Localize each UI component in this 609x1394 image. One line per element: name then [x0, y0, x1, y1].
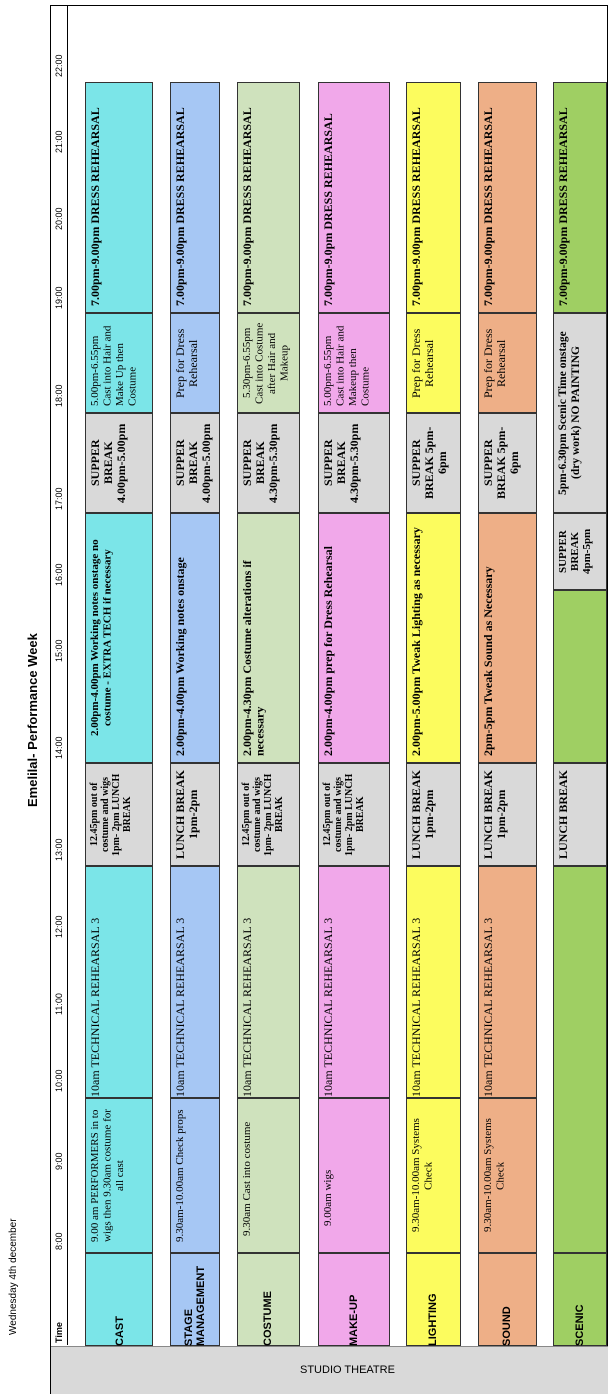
scenic-cell: SUPPER BREAK 4pm-5pm	[553, 513, 607, 590]
cast-cell: 5.00pm-6.55pm Cast into Hair and Make Up then Costume	[85, 313, 153, 413]
costume-cell: 9.30am Cast into costume	[237, 1098, 300, 1253]
sound-cell: LUNCH BREAK 1pm-2pm	[478, 763, 537, 866]
time-tick: 17:00	[54, 487, 64, 510]
sound-cell: 9.30am-10.00am Systems Check	[478, 1098, 537, 1253]
costume-cell: 5.30pm-6.55pm Cast into Costume after Hair and Makeup	[237, 313, 300, 413]
time-tick: 11:00	[54, 993, 64, 1015]
makeup-label: MAKE-UP	[348, 1294, 360, 1346]
lighting-cell: LUNCH BREAK 1pm-2pm	[406, 763, 461, 866]
makeup-cell: 5.00pm-6.55pm Cast into Hair and Makeup then Costume	[318, 313, 390, 413]
time-tick: 10:00	[54, 1069, 64, 1092]
makeup-cell: 2.00pm-4.00pm prep for Dress Rehearsal	[318, 513, 390, 763]
lighting-cell: SUPPER BREAK 5pm-6pm	[406, 413, 461, 513]
sound-label: SOUND	[501, 1306, 513, 1346]
makeup-label-cell	[318, 1253, 390, 1346]
makeup-cell: 12.45pm out of costume and wigs 1pm- 2pm LUNCH BREAK	[318, 763, 390, 866]
date-label: Wednesday 4th december	[8, 1218, 19, 1335]
page-title: Emelilal- Performance Week	[25, 633, 40, 807]
time-header: Time	[54, 1322, 64, 1344]
time-tick: 18:00	[54, 384, 64, 407]
sm-cell: 7.00pm-9.00pm DRESS REHEARSAL	[170, 82, 220, 313]
time-tick: 12:00	[54, 915, 64, 938]
scenic-label: SCENIC	[574, 1304, 586, 1346]
sm-label-cell	[170, 1253, 220, 1346]
lighting-cell: Prep for Dress Rehearsal	[406, 313, 461, 413]
cast-cell: 2.00pm-4.00pm Working notes onstage no costume - EXTRA TECH if necessary	[85, 513, 153, 763]
sound-cell: 7.00pm-9.00pm DRESS REHEARSAL	[478, 82, 537, 313]
sm-cell: 9.30am-10.00am Check props	[170, 1098, 220, 1253]
cast-cell: 10am TECHNICAL REHEARSAL 3	[85, 866, 153, 1098]
makeup-cell: 9.00am wigs	[318, 1098, 390, 1253]
lighting-cell: 10am TECHNICAL REHEARSAL 3	[406, 866, 461, 1098]
sm-cell: Prep for Dress Rehearsal	[170, 313, 220, 413]
sound-cell: SUPPER BREAK 5pm-6pm	[478, 413, 537, 513]
cast-cell: 12.45pm out of costume and wigs 1pm- 2pm LUNCH BREAK	[85, 763, 153, 866]
time-tick: 8:00	[54, 1232, 64, 1250]
time-tick: 9:00	[54, 1152, 64, 1170]
cast-label-cell	[85, 1253, 153, 1346]
scenic-cell: 7.00pm-9.00pm DRESS REHEARSAL	[553, 82, 607, 313]
sound-cell: Prep for Dress Rehearsal	[478, 313, 537, 413]
sm-cell: 2.00pm-4.00pm Working notes onstage	[170, 513, 220, 763]
scenic-cell: LUNCH BREAK	[553, 763, 607, 866]
costume-cell: 10am TECHNICAL REHEARSAL 3	[237, 866, 300, 1098]
time-tick: 14:00	[54, 736, 64, 759]
time-tick: 15:00	[54, 639, 64, 662]
lighting-cell: 2.00pm-5.00pm Tweak Lighting as necessary	[406, 513, 461, 763]
costume-cell: 2.00pm-4.30pm Costume alterations if necessary	[237, 513, 300, 763]
scenic-label-cell	[553, 1253, 607, 1346]
sound-cell: 10am TECHNICAL REHEARSAL 3	[478, 866, 537, 1098]
venue-label: STUDIO THEATRE	[300, 1364, 395, 1376]
time-tick: 21:00	[54, 130, 64, 153]
costume-label-cell	[237, 1253, 300, 1346]
cast-label: CAST	[114, 1316, 126, 1346]
sm-cell: SUPPER BREAK 4.00pm-5.00pm	[170, 413, 220, 513]
lighting-cell: 9.30am-10.00am Systems Check	[406, 1098, 461, 1253]
time-tick: 19:00	[54, 286, 64, 309]
time-tick: 13:00	[54, 838, 64, 861]
costume-cell: 7.00pm-9.00pm DRESS REHEARSAL	[237, 82, 300, 313]
scenic-cell	[553, 866, 607, 1253]
sm-label: STAGE MANAGEMENT	[183, 1265, 207, 1346]
makeup-cell: 7.00pm-9.0pm DRESS REHEARSAL	[318, 82, 390, 313]
sound-cell: 2pm-5pm Tweak Sound as Necessary	[478, 513, 537, 763]
cast-cell: SUPPER BREAK 4.00pm-5.00pm	[85, 413, 153, 513]
lighting-label-cell	[406, 1253, 461, 1346]
costume-cell: 12.45pm out of costume and wigs 1pm- 2pm LUNCH BREAK	[237, 763, 300, 866]
sm-cell: LUNCH BREAK 1pm-2pm	[170, 763, 220, 866]
costume-label: COSTUME	[262, 1291, 274, 1346]
sound-label-cell	[478, 1253, 537, 1346]
cast-cell: 9.00 am PERFORMERS in to wigs then 9.30am costume for all cast	[85, 1098, 153, 1253]
cast-cell: 7.00pm-9.00pm DRESS REHEARSAL	[85, 82, 153, 313]
scenic-cell	[553, 590, 607, 763]
costume-cell: SUPPER BREAK 4.30pm-5.30pm	[237, 413, 300, 513]
time-tick: 22:00	[54, 54, 64, 77]
time-tick: 16:00	[54, 563, 64, 586]
time-tick: 20:00	[54, 207, 64, 230]
makeup-cell: 10am TECHNICAL REHEARSAL 3	[318, 866, 390, 1098]
makeup-cell: SUPPER BREAK 4.30pm-5.30pm	[318, 413, 390, 513]
scenic-cell: 5pm-6.30pm Scenic Time onstage (dry work) NO PAINTING	[553, 313, 607, 513]
lighting-cell: 7.00pm-9.00pm DRESS REHEARSAL	[406, 82, 461, 313]
sm-cell: 10am TECHNICAL REHEARSAL 3	[170, 866, 220, 1098]
lighting-label: LIGHTING	[427, 1293, 439, 1346]
table-header-strip	[50, 5, 68, 1345]
